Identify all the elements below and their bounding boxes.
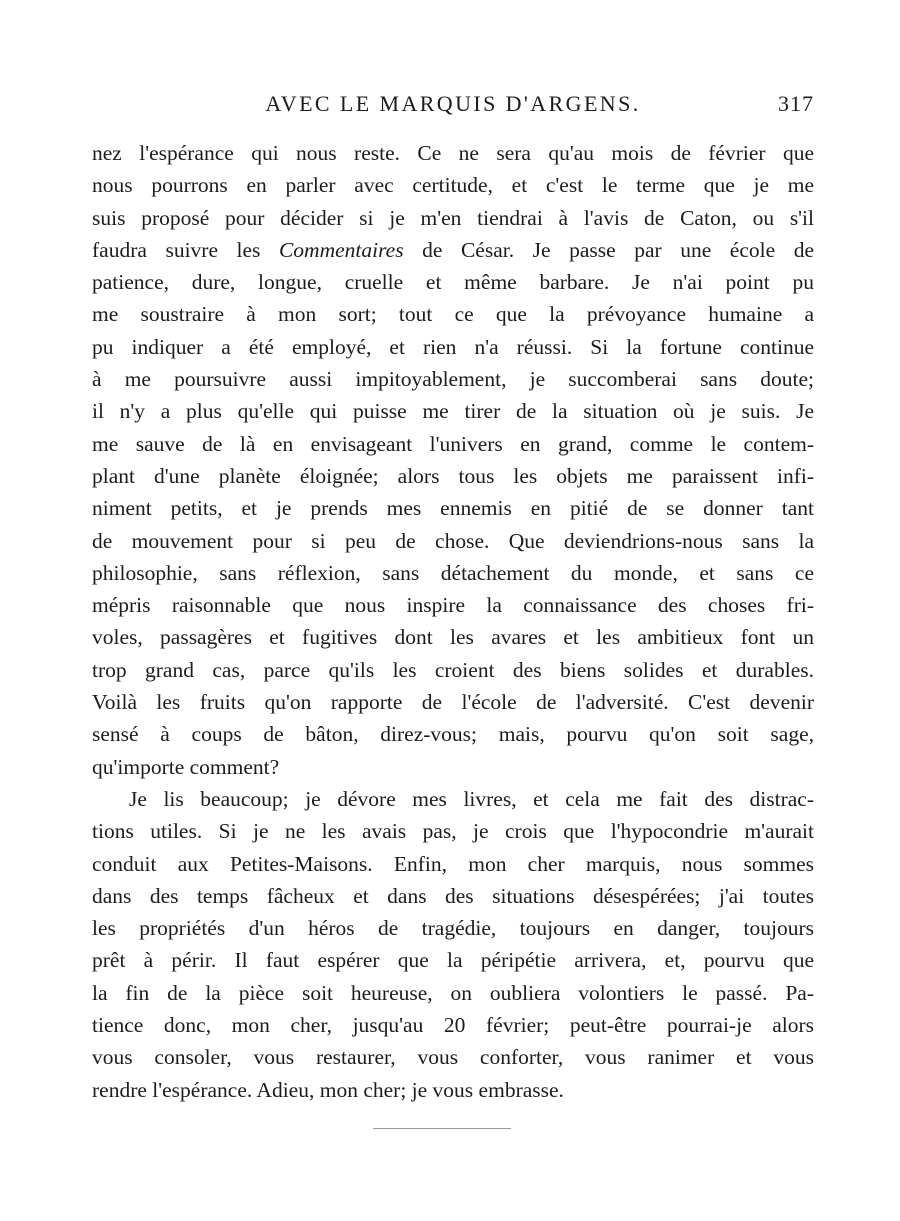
page-number: 317: [778, 91, 814, 116]
text-line: plant d'une planète éloignée; alors tous les objets me paraissent infi-: [92, 463, 814, 488]
text-line: il n'y a plus qu'elle qui puisse me tirer de la situation où je suis. Je: [92, 399, 814, 424]
text-line: qu'importe comment?: [92, 754, 280, 779]
text-line: suis proposé pour décider si je m'en tiendrai à l'avis de Caton, ou s'il: [92, 205, 814, 230]
text-line: niment petits, et je prends mes ennemis en pitié de se donner tant: [92, 496, 814, 521]
text-line: trop grand cas, parce qu'ils les croient des biens solides et durables.: [92, 657, 814, 682]
text-segment: faudra suivre les: [92, 237, 279, 262]
text-line: tions utiles. Si je ne les avais pas, je crois que l'hypocondrie m'aurait: [92, 819, 814, 844]
text-line: me soustraire à mon sort; tout ce que la prévoyance humaine a: [92, 302, 814, 327]
text-line: nez l'espérance qui nous reste. Ce ne sera qu'au mois de février que: [92, 141, 814, 165]
text-line: les propriétés d'un héros de tragédie, toujours en danger, toujours: [92, 916, 814, 941]
running-title: AVEC LE MARQUIS D'ARGENS.: [265, 91, 641, 116]
letter-body: [92, 137, 814, 1106]
paragraph: [92, 783, 814, 1106]
text-line: [92, 234, 814, 266]
text-line: Je lis beaucoup; je dévore mes livres, et cela me fait des distrac-: [129, 786, 814, 811]
text-segment: de César. Je passe par une école de: [403, 237, 814, 262]
text-line: nous pourrons en parler avec certitude, et c'est le terme que je me: [92, 173, 814, 198]
text-line: dans des temps fâcheux et dans des situations désespérées; j'ai toutes: [92, 883, 814, 908]
page-header: [92, 89, 814, 125]
text-line: de mouvement pour si peu de chose. Que deviendrions-nous sans la: [92, 528, 814, 553]
book-title: Commentaires: [278, 237, 404, 262]
text-line: la fin de la pièce soit heureuse, on oubliera volontiers le passé. Pa-: [92, 980, 814, 1005]
text-line: à me poursuivre aussi impitoyablement, je succomberai sans doute;: [92, 367, 814, 392]
text-line: tience donc, mon cher, jusqu'au 20 février; peut-être pourrai-je alors: [92, 1013, 814, 1038]
text-line: prêt à périr. Il faut espérer que la péripétie arrivera, et, pourvu que: [92, 948, 814, 973]
end-rule: [373, 1128, 511, 1129]
text-line: philosophie, sans réflexion, sans détachement du monde, et sans ce: [92, 560, 814, 585]
text-line: vous consoler, vous restaurer, vous conforter, vous ranimer et vous: [92, 1045, 814, 1070]
text-line: pu indiquer a été employé, et rien n'a réussi. Si la fortune continue: [92, 334, 814, 359]
text-line: me sauve de là en envisageant l'univers en grand, comme le contem-: [92, 431, 814, 456]
text-line: mépris raisonnable que nous inspire la connaissance des choses fri-: [92, 593, 814, 618]
text-line: conduit aux Petites-Maisons. Enfin, mon cher marquis, nous sommes: [92, 851, 814, 876]
paragraph: [92, 137, 814, 783]
text-line: voles, passagères et fugitives dont les avares et les ambitieux font un: [92, 625, 814, 650]
text-line: patience, dure, longue, cruelle et même barbare. Je n'ai point pu: [92, 270, 814, 295]
text-line: rendre l'espérance. Adieu, mon cher; je vous embrasse.: [92, 1077, 564, 1102]
text-line: Voilà les fruits qu'on rapporte de l'école de l'adversité. C'est devenir: [92, 690, 814, 715]
text-line: sensé à coups de bâton, direz-vous; mais, pourvu qu'on soit sage,: [92, 722, 814, 747]
